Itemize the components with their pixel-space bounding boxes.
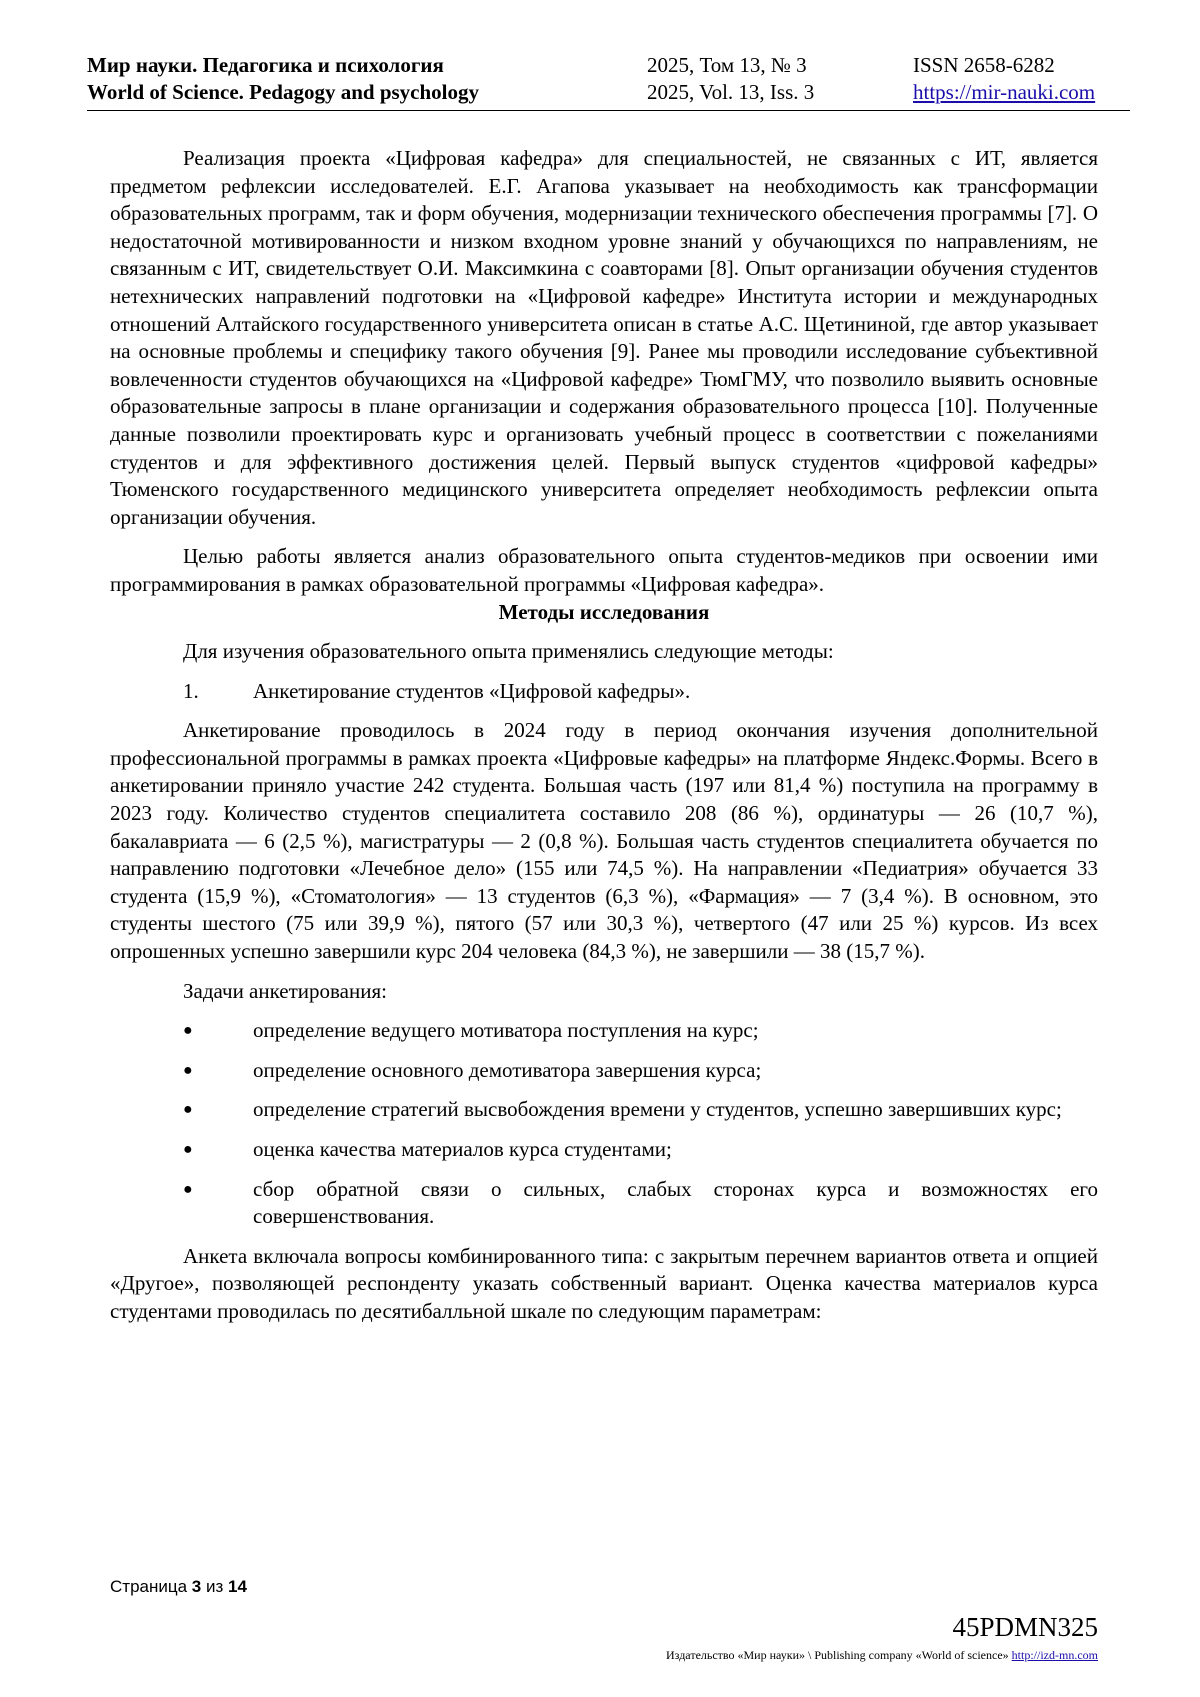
journal-title-en: World of Science. Pedagogy and psychology — [87, 80, 480, 104]
list-item-text: сбор обратной связи о сильных, слабых сторонах курса и возможностях его совершенствования. — [253, 1176, 1098, 1229]
bullet-icon: ● — [183, 1101, 193, 1119]
issue-ru: 2025, Том 13, № 3 — [647, 53, 807, 77]
publisher-url-link[interactable]: http://izd-mn.com — [1011, 1648, 1098, 1662]
paragraph-intro: Реализация проекта «Цифровая кафедра» для специальностей, не связанных с ИТ, является предметом рефлексии исследователей. Е.Г. Агапова указывает на необходимость как трансформации образовательных программ, так и форм обучения, модернизации технического обеспечения программы [7]. О недостаточной мотивированности и низком входном уровне знаний у обучающихся по направлениям, не связанным с ИТ, свидетельствует О.И. Максимкина с соавторами [8]. Опыт организации обучения студентов нетехнических направлений подготовки на «Цифровой кафедре» Института истории и международных отношений Алтайского государственного университета описан в статье А.С. Щетининой, где автор указывает на основные проблемы и специфику такого обучения [9]. Ранее мы проводили исследование субъективной вовлеченности студентов обучающихся на «Цифровой кафедре» ТюмГМУ, что позволило выявить основные образовательные запросы в плане организации и содержания образовательного процесса [10]. Полученные данные позволили проектировать курс и организовать учебный процесс в соответствии с пожеланиями студентов и для эффективного достижения целей. Первый выпуск студентов «цифровой кафедры» Тюменского государственного медицинского университета определяет необходимость рефлексии опыта организации обучения. — [110, 146, 1098, 529]
list-item-text: оценка качества материалов курса студентами; — [253, 1137, 672, 1161]
list-item-text: определение основного демотиватора завершения курса; — [253, 1057, 762, 1082]
list-item-text: определение ведущего мотиватора поступления на курс; — [253, 1018, 759, 1043]
issn: ISSN 2658-6282 — [913, 53, 1055, 77]
numbered-item-number: 1. — [183, 678, 199, 703]
journal-title-block — [87, 52, 479, 106]
page-word: Страница — [110, 1577, 188, 1596]
publisher-line — [666, 1648, 1098, 1663]
tasks-list — [110, 1017, 1098, 1231]
issue-en: 2025, Vol. 13, Iss. 3 — [647, 80, 815, 104]
list-item — [110, 1017, 1098, 1045]
paragraph-goal: Целью работы является анализ образовательного опыта студентов-медиков при освоении ими программирования в рамках образовательной программы «Цифровая кафедра». — [110, 544, 1098, 596]
page-counter — [110, 1577, 247, 1597]
journal-url-link[interactable]: https://mir-nauki.com — [913, 80, 1096, 104]
paragraph-questionnaire: Анкета включала вопросы комбинированного типа: с закрытым перечнем вариантов ответа и опцией «Другое», позволяющей респонденту указать собственный вариант. Оценка качества материалов курса студентами проводилась по десятибалльной шкале по следующим параметрам: — [110, 1243, 1098, 1323]
issue-block — [647, 52, 814, 106]
article-code: 45PDMN325 — [952, 1612, 1098, 1642]
bullet-icon: ● — [183, 1022, 193, 1040]
page-total: 14 — [228, 1577, 247, 1596]
journal-header — [87, 52, 1130, 111]
list-item — [110, 1136, 1098, 1164]
list-item — [110, 1057, 1098, 1085]
list-item — [110, 1176, 1098, 1231]
article-body — [110, 145, 1098, 1326]
section-heading: Методы исследования — [498, 599, 710, 624]
list-item — [110, 1096, 1098, 1124]
numbered-item — [110, 678, 1098, 706]
bullet-icon: ● — [183, 1061, 193, 1079]
issn-block — [913, 52, 1095, 106]
page-current: 3 — [191, 1577, 202, 1596]
paragraph-tasks-intro: Задачи анкетирования: — [183, 978, 387, 1003]
bullet-icon: ● — [183, 1180, 193, 1198]
list-item-text: определение стратегий высвобождения времени у студентов, успешно завершивших курс; — [253, 1097, 1062, 1122]
page-of: из — [206, 1577, 224, 1596]
numbered-item-text: Анкетирование студентов «Цифровой кафедры». — [253, 678, 691, 703]
paragraph-survey: Анкетирование проводилось в 2024 году в период окончания изучения дополнительной профессиональной программы в рамках проекта «Цифровые кафедры» на платформе Яндекс.Формы. Всего в анкетировании приняло участие 242 студента. Большая часть (197 или 81,4 %) поступила на программу в 2023 году. Количество студентов специалитета составило 208 (86 %), ординатуры — 26 (10,7 %), бакалавриата — 6 (2,5 %), магистратуры — 2 (0,8 %). Большая часть студентов специалитета обучается по направлению подготовки «Лечебное дело» (155 или 74,5 %). На направлении «Педиатрия» обучается 33 студента (15,9 %), «Стоматология» — 13 студентов (6,3 %), «Фармация» — 7 (3,4 %). В основном, это студенты шестого (75 или 39,9 %), пятого (57 или 30,3 %), четвертого (47 или 25 %) курсов. Из всех опрошенных успешно завершили курс 204 человека (84,3 %), не завершили — 38 (15,7 %). — [110, 718, 1098, 964]
publisher-name: Издательство «Мир науки» \ Publishing company «World of science» — [666, 1648, 1009, 1662]
bullet-icon: ● — [183, 1141, 193, 1158]
paragraph-methods-intro: Для изучения образовательного опыта применялись следующие методы: — [183, 639, 834, 664]
journal-title-ru: Мир науки. Педагогика и психология — [87, 53, 444, 77]
